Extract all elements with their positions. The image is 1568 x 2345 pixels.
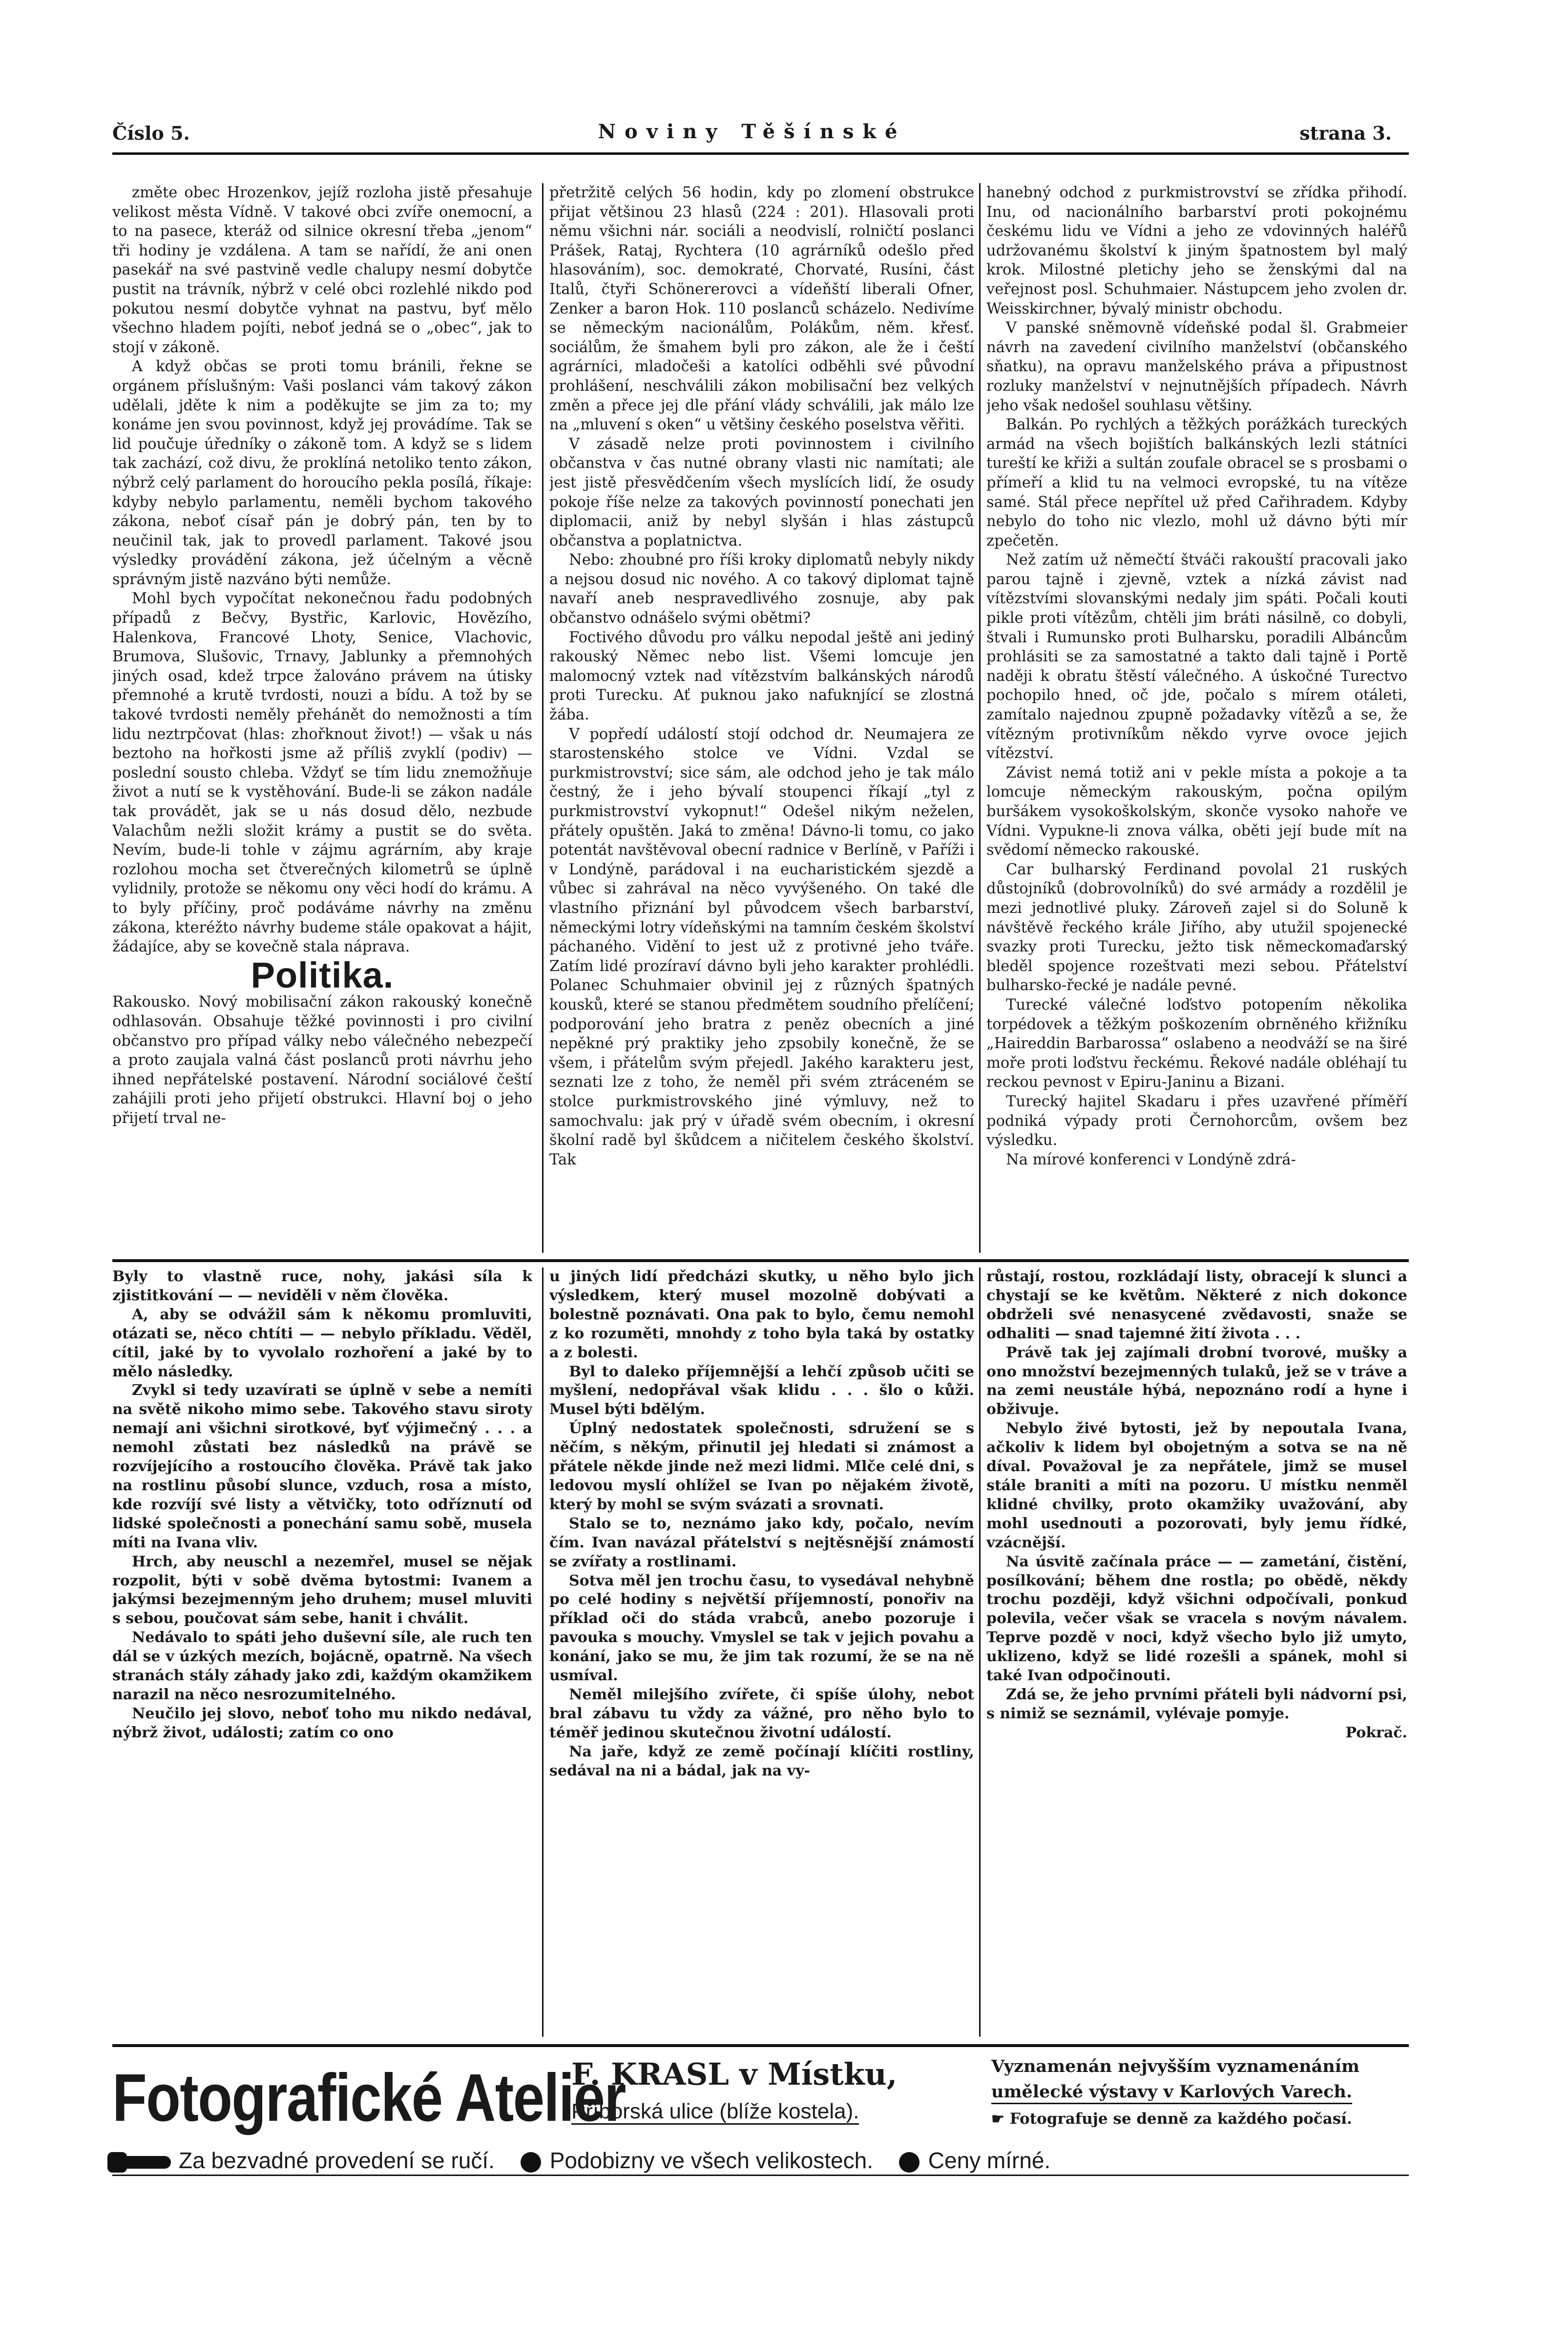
paragraph: Rakousko. Nový mobilisační zákon rakouský konečně odhlasován. Obsahuje těžké povinnosti i pro civilní občanstvo pro případ války nebo válečného nebezpečí a proto zaujala valná část poslanců proti návrhu jeho ihned nepřátelské postavení. Národní sociálové čeští zahájili proti jeho přijetí obstrukci. Hlavní boj o jeho přijetí trval ne- (112, 993, 532, 1127)
paragraph: Zvykl si tedy uzavírati se úplně v sebe a nemíti na světě nikoho mimo sebe. Takového stavu siroty nemají ani všichni sirotkové, byť výjimečný . . . a nemohl zůstati bez následků na právě se rozvíjejícího a rostoucího člověka. Právě tak jako na rostlinu působí slunce, vzduch, rosa a místo, kde rozvíjí své listy a větvičky, toto odříznutí od lidské společnosti a ponechání samu sobě, musela míti na Ivana vliv. (112, 1382, 532, 1551)
advertisement (112, 2056, 1406, 2257)
paragraph: Turecké válečné loďstvo potopením několika torpédovek a těžkým poškozením obrněného křižníku „Haireddin Barbarossa“ oslabeno a neodváží se na širé moře proti loďstvu řeckému. Řekové nadále obléhají tu reckou pevnost v Epiru-Janinu a Bizani. (986, 996, 1407, 1091)
column-divider (542, 183, 544, 1253)
header-rule (112, 152, 1409, 155)
page-number: strana 3. (1299, 122, 1392, 144)
feuilleton-rule (112, 1259, 1409, 1262)
ad-slogan-1: Za bezvadné provedení se ručí. (179, 2148, 495, 2173)
paragraph: Nebylo živé bytosti, jež by nepoutala Ivana, ačkoliv k lidem byl obojetným a sotva se na ně díval. Považoval je za nepřátele, jimž se musel stále braniti a míti na pozoru. U místku nenměl klidné chvilky, proto okamžiky uvažování, aby mohl usednouti a pozorovati, byly jemu řídké, vzácnější. (986, 1420, 1407, 1551)
paragraph: Nebo: zhoubné pro říši kroky diplomatů nebyly nikdy a nejsou dosud nic nového. A co takový diplomat tajně navaří aneb nespravedlivého zosnuje, aby pak občanstvo odnášelo svými obětmi? (549, 551, 974, 627)
paragraph: Balkán. Po rychlých a těžkých porážkách tureckých armád na všech bojištích balkánských lezli státníci tureští ke křiži a sultán zoufale obracel se s prosbami o přímeří a klid tu na velmoci evropské, tu na vítěze samé. Stál přece nepřítel už před Cařihradem. Kdyby nebylo do toho nic vlezlo, mohl už dávno býti mír zpečetěn. (986, 416, 1407, 549)
paragraph: přetržitě celých 56 hodin, kdy po zlomení obstrukce přijat většinou 23 hlasů (224 : 201). Hlasovali proti němu všichni nár. sociáli a neodvislí, rolničtí poslanci Prášek, Rataj, Rychtera (10 agrárníků odešlo před hlasováním), soc. demokraté, Chorvaté, Rusíni, část Italů, čtyři Schönererovci a vídeňští liberali Ofner, Zenker a baron Hok. 110 poslanců scházelo. Nedivíme se německým nacionálům, Polákům, něm. křesť. sociálům, že šmahem byli pro zákon, ale že i čeští agrárníci, mladočeši a katolíci odběhli své původní prohlášení, neschválili zákon mobilisační bez velkých změn a přece jej dle přání vlády schválili, jak málo lze na „mluvení s oken“ u většiny českého poselstva věřiti. (549, 184, 974, 434)
ad-slogan-line (112, 2147, 1406, 2174)
ad-rule (112, 2044, 1409, 2047)
continued-note: Pokrač. (1345, 1724, 1407, 1741)
ad-studio-name: Fotografické Atelier (112, 2060, 626, 2135)
newspaper-title: Noviny Těšínské (598, 120, 906, 143)
paragraph: Car bulharský Ferdinand povolal 21 ruských důstojníků (dobrovolníků) do své armády a rozdělil je mezi jednotlivé pluky. Zároveň zajel si do Soluně k návštěvě řeckého krále Jiřího, aby utužil spojenecké svazky proti Turecku, ježto tisk německomaďarský bleděl spojence rozeštvati mezi sebou. Přátelství bulharsko-řecké je nadále pevné. (986, 861, 1407, 994)
paragraph: Na úsvitě začínala práce — — zametání, čistění, posílkování; během dne rostla; po obědě, někdy trochu později, když všichni odpočívali, ponkud polevila, večer však se vracela s novým návalem. Teprve pozdě v noci, když všecho bylo již umyto, uklizeno, když se lidé rozešli a spánek, mohl si také Ivan odpočinouti. (986, 1553, 1407, 1685)
ad-award-line-1: Vyznamenán nejvyšším vyznamenáním (991, 2056, 1359, 2076)
paragraph: A, aby se odvážil sám k někomu promluviti, otázati se, něco chtíti — — nebylo příkladu. Věděl, cítil, jaké by to vyvolalo rozhoření a jaké by to mělo následky. (112, 1306, 532, 1380)
paragraph: V zásadě nelze proti povinnostem i civilního občanstva v čas nutné obrany vlasti nic namítati; ale jest jistě přesvědčením všech myslících lidí, že osudy pokoje říše nelze za takových povinností ponechati jen diplomacii, aniž by nebyl slyšán i hlas zástupců občanstva a poplatnictva. (549, 435, 974, 549)
paragraph: Právě tak jej zajímali drobní tvorové, mušky a ono množství bezejmenných tulaků, jež se v tráve a na zemi neustále hýbá, nepoznáno rodí a hyne i obživuje. (986, 1344, 1407, 1418)
story-column-2 (549, 1268, 974, 2037)
ad-owner: F. KRASL v Místku, (571, 2056, 898, 2092)
ad-slogan-2: Podobizny ve všech velikostech. (549, 2148, 873, 2173)
paragraph: A když občas se proti tomu bránili, řekne se orgánem příslušným: Vaši poslanci vám takový zákon udělali, jděte k nim a poděkujte se jim za to; my konáme jen svou povinnost, když jej provádíme. Tak se lid pouč̌uje úředníky o zákoně tom. A když se s lidem tak zachází, což divu, že proklíná netoliko tento zákon, nýbrž celý parlament do horoucího pekla posílá, říkaje: kdyby nebylo parlamentu, neměli bychom takového zákona, neboť císař pán je dobrý pán, ten by to neučinil tak, jak to provedl parlament. Takové jsou výsledky provádění zákona, jež účelným a věcně správným jistě nazváno býti nemůže. (112, 358, 532, 588)
paragraph: Neučilo jej slovo, neboť toho mu nikdo nedával, nýbrž život, události; zatím co ono (112, 1705, 532, 1741)
paragraph: Byl to daleko příjemnější a lehčí způsob učiti se myšlení, nedopřával však klidu . . . šlo o kůži. Musel býti bdělým. (549, 1363, 974, 1418)
pointing-hand-icon (112, 2156, 171, 2169)
page-header (112, 117, 1392, 151)
paragraph: Nedávalo to spáti jeho duševní síle, ale ruch ten dál se v úzkých mezích, bojácně, opatrně. Na všech stranách stály záhady jako zdi, každým okamžikem narazil na něco nesrozumitelného. (112, 1629, 532, 1703)
paragraph: V panské sněmovně vídeňské podal šl. Grabmeier návrh na zavedení civilního manželství (občanského sňatku), na opravu manželského práva a připustnost rozluky manželství v nejnutnějších případech. Návrh jeho však nedošel souhlasu většiny. (986, 319, 1407, 414)
column-1 (112, 183, 532, 1253)
paragraph: Zdá se, že jeho prvními přáteli byli nádvorní psi, s nimiž se seznámil, vylévaje pomyje. (986, 1686, 1407, 1722)
bullet-icon (521, 2152, 541, 2173)
paragraph: V popředí událostí stojí odchod dr. Neumajera ze starostenského stolce ve Vídni. Vzdal se purkmistrovství; sice sám, ale odchod jeho je tak málo čestný, že i jeho bývalí stoupenci říkají „tyl z purkmistrovství vykopnut!“ Odešel nikým neželen, přátely opuštěn. Jaká to změna! Dávno-li tomu, co jako potentát navštěvoval obecní radnice v Berlíně, v Paříži i v Londýně, parádoval i na eucharistickém sjezdě a vůbec si zahrával na něco vyvýšeného. On také dle vlastního přiznání byl původcem všech barbarství, německými lotry vídeňskými na tamním českém školství páchaného. Vidění to jest už z protivné jeho tváře. Zatím lidé prozíraví dávno byli jeho karakter prohlédli. Polanec Schuhmaier obvinil jej z různých špatných kousků, které se stanou předmětem soudního přelíčení; podporování jeho bratra z peněz obecních a jiné nepěkné prý praktiky jeho zpsobily konečně, že se všem, i přátelům svým přejedl. Jakého karakteru jest, seznati lze z toho, že neměl při svém ztráceném se stolce purkmistrovského jiné výmluvy, než to samochvalu: jak prý v úřadě svém obecním, i okresní školní radě byl škůdcem a ničitelem českého školství. Tak (549, 725, 974, 1168)
paragraph: Mohl bych vypočítat nekonečnou řadu podobných případů z Bečvy, Bystřic, Karlovic, Hovězího, Halenkova, Francové Lhoty, Senice, Vlachovic, Brumova, Slušovic, Trnavy, Jablunky a přemnohých jiných osad, kdež trpce žalováno právem na útisky přemnohé a krutě tvrdosti, nouzi a bídu. A tož by se takové tvrdosti neměly přehánět do nemožnosti a tím lidu neztrpčovat (hlas: zhořknout život!) — však u nás beztoho na hořkosti jsme až příliš zvyklí (podiv) — poslední sousto chleba. Vždyť se tím lidu znemožňuje život a nutí se k vystěhování. Bude-li se zákon nadále tak provádět, jak se u nás dosud dělo, nezbude Valachům nežli složit krámy a pustit se do světa. Nevím, bude-li tohle v zájmu agrárním, aby kraje rozlohou mocha set čtverečných kilometrů se úplně vylidnily, protože se někomu ony věci hodí do krámu. A to byly příčiny, proč podáváme návrhy na změnu zákona, kteréžto návrhy budeme stále opakovat a hájit, žádajíce, aby se kovečně stala náprava. (112, 590, 532, 956)
paragraph: Na jaře, když ze země počínají klíčiti rostliny, sedával na ni a bádal, jak na vy- (549, 1743, 974, 1779)
story-column-1 (112, 1268, 532, 2037)
paragraph: Foctivého důvodu pro válku nepodal ještě ani jediný rakouský Němec nebo list. Všemi lomcuje jen malomocný vztek nad vítězstvím balkánských národů proti Turecku. Ať puknou jako nafuknjící se zlostná žába. (549, 629, 974, 724)
column-divider (979, 1268, 981, 2037)
bottom-rule (112, 2175, 1409, 2176)
paragraph: Než zatím už němečtí štváči rakouští pracovali jako parou tajně i zjevně, vztek a nízká závist nad vítězstvími slovanskými nedaly jim spáti. Počali kouti pikle proti vítězům, chtěli jim bráti násilně, co dobyli, štvali i Rumunsko proti Bulharsku, poradili Albáncům prohlásiti se za samostatné a takto dali tajně i Portě naději k obratu štěstí válečného. A úskočné Turectvo pochopilo hned, oč jde, počalo s mírem otáleti, zamítalo najednou zpupně požadavky vítězů a se, že vítězným protivníkům někdo vyrve ovoce jejich vítězství. (986, 551, 1407, 762)
paragraph: Stalo se to, neznámo jako kdy, počalo, nevím čím. Ivan navázal přátelství s nejtěsnější známostí se zvířaty a rostlinami. (549, 1515, 974, 1570)
column-divider (979, 183, 981, 1253)
paragraph: Závist nemá totiž ani v pekle místa a pokoje a ta lomcuje německým rakouským, počna opilým buršákem vysokoškolským, skonče vysoko nahoře ve Vídni. Vypukne-li znova válka, oběti její bude mít na svědomí německo rakouské. (986, 764, 1407, 859)
paragraph: Turecký hajitel Skadaru i přes uzavřené příměří podniká výpady proti Černohorcům, ovšem bez výsledku. (986, 1093, 1407, 1149)
paragraph: Hrch, aby neuschl a nezemřel, musel se nějak rozpolit, býti v sobě dvěma bytostmi: Ivanem a jakýmsi bezejmenným jeho druhem; musel mluviti s sebou, poučovat sám sebe, hanit i chválit. (112, 1553, 532, 1627)
ad-slogan-3: Ceny mírné. (928, 2148, 1051, 2173)
section-heading: Politika. (251, 954, 394, 995)
column-2 (549, 183, 974, 1253)
paragraph: u jiných lidí předcházi skutky, u něho bylo jich výsledkem, který musel mozolně dobývati a bolestně poznávati. Ona pak to bylo, čemu nemohl z ko rozuměti, mnohdy z toho byla taká by ostatky a z bolesti. (549, 1268, 974, 1361)
ad-address: Příborská ulice (blíže kostela). (571, 2099, 859, 2124)
column-3 (986, 183, 1407, 1253)
bullet-icon (899, 2152, 920, 2173)
paragraph: Na mírové konferenci v Londýně zdrá- (1006, 1151, 1296, 1168)
paragraph: růstají, rostou, rozkládají listy, obracejí k slunci a chystají se ke květům. Některé z nich dokonce obdrželi své nenasycené zvědavosti, snaže se odhaliti — snad tajemné žití života . . . (986, 1268, 1407, 1342)
ad-award-line-2: umělecké výstavy v Karlových Varech. (991, 2082, 1352, 2104)
column-divider (542, 1268, 544, 2037)
paragraph: Neměl milejšího zvířete, či spíše úlohy, nebot bral zábavu tu vždy za vážné, pro něho bylo to téměř jedinou skutečnou životní událostí. (549, 1686, 974, 1741)
paragraph: hanebný odchod z purkmistrovství se zřídka přihodí. Inu, od nacionálního barbarství proti pokojnému českému lidu ve Vídni a jeho ze vdovinných haléřů udržovanému školství k jiným špatnostem byl malý krok. Milostné pletichy jeho se ženskými dal na veřejnost posl. Schuhmaier. Nástupcem jeho zvolen dr. Weisskirchner, bývalý ministr obchodu. (986, 184, 1407, 317)
paragraph: změte obec Hrozenkov, jejíž rozloha jistě přesahuje velikost města Vídně. V takové obci zvíře onemocní, a to na pasece, kteráž od silnice okresní třeba „jenom“ tři hodiny je vzdálena. A tam se nařídí, že ani onen pasekář na své pastvině vedle chalupy nesmí dobytče pustit na trávník, nýbrž v celé obci rozlehlé nikdo pod pokutou nesmí dobytče vyhnat na pastvu, byť mělo všechno hladem pojíti, neboť jedná se o „obec“, jak to stojí v zákoně. (112, 184, 532, 356)
story-column-3 (986, 1268, 1407, 2037)
paragraph: Sotva měl jen trochu času, to vysedával nehybně po celé hodiny s největší příjemností, ponořiv na příklad oči do stáda vrabců, anebo pozoruje i pavouka s mouchy. Vmyslel se tak v jejich povahu a konání, jako se mu, že jim tak rozumí, že se na ně usmíval. (549, 1572, 974, 1685)
issue-number: Číslo 5. (112, 122, 190, 144)
paragraph: Byly to vlastně ruce, nohy, jakási síla k zjistitkování — — neviděli v něm člověka. (112, 1268, 532, 1304)
ad-hours: ☛ Fotografuje se denně za každého počasí. (991, 2110, 1352, 2128)
paragraph: Úplný nedostatek společnosti, sdružení se s něčím, s někým, přinutil jej hledati si známost a přátele někde jinde než mezi lidmi. Mlče celé dni, s ledovou myslí ohlížel se Ivan po nějakém životě, který by mohl se svým svázati a srovnati. (549, 1420, 974, 1513)
